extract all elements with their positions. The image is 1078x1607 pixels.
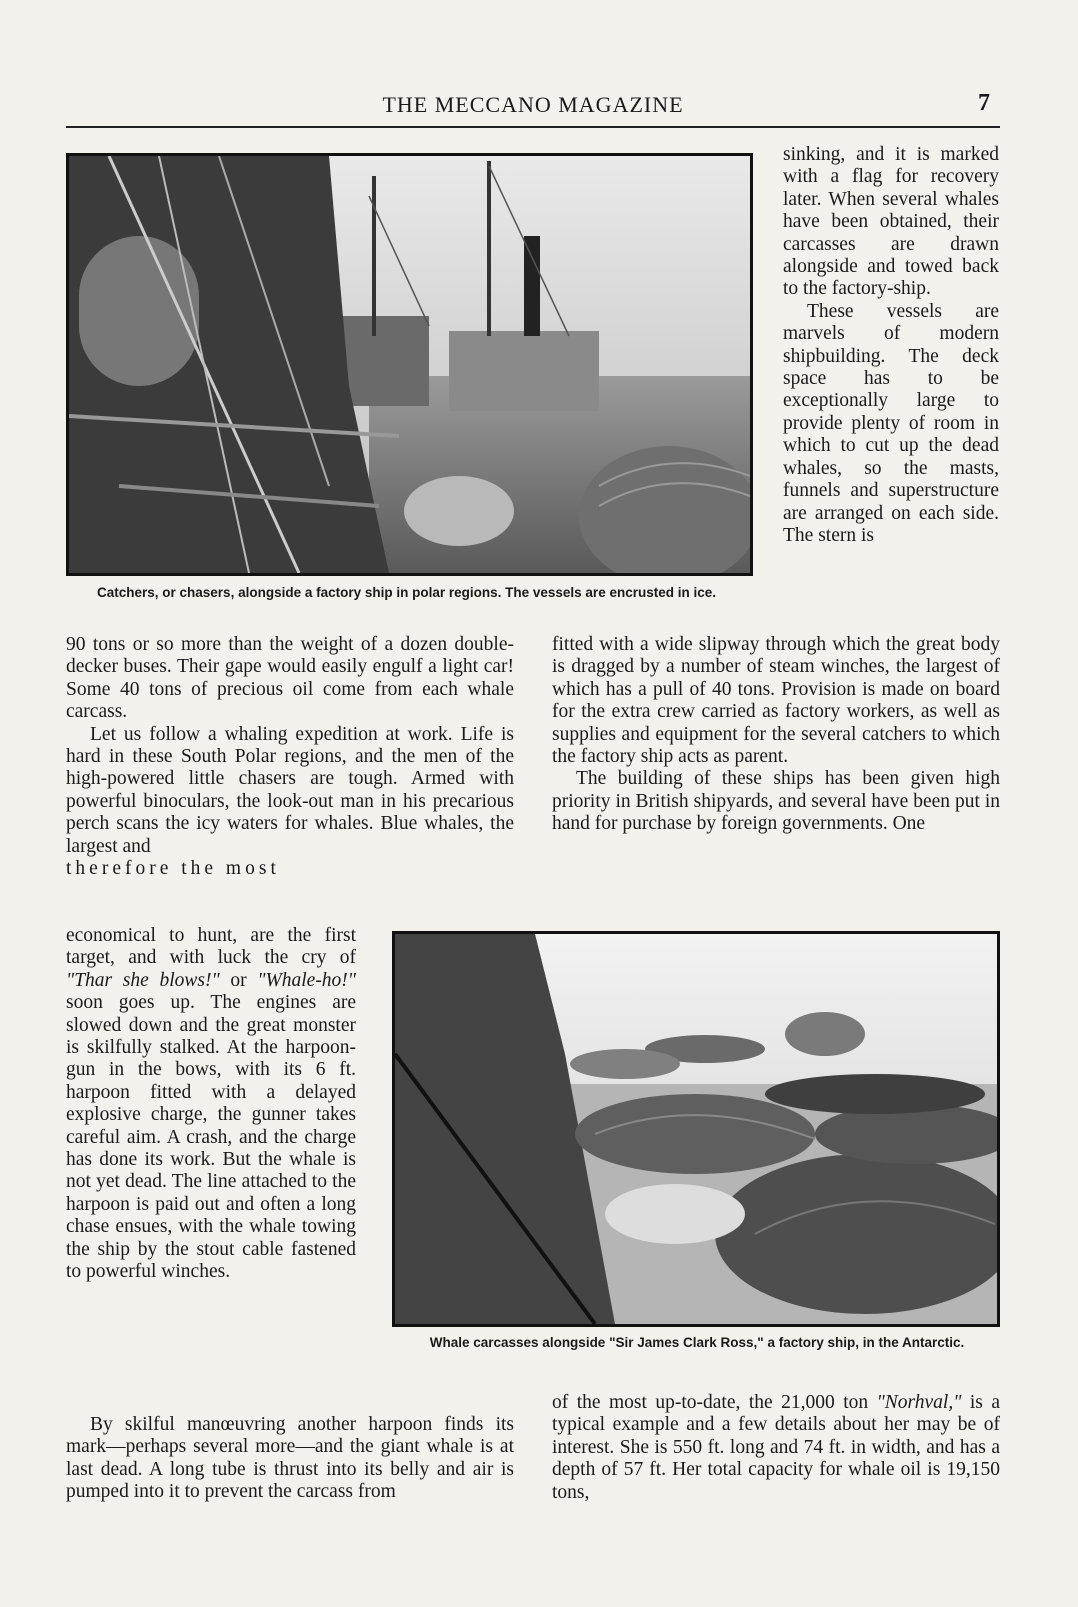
col2-bottom-b: is a typical example and a few details about her may be of interest. She is 550 ft. long and 74 ft. in width, and has a depth of 57 ft. Her total capacity for whale oil is 19,150 tons, [552, 1392, 1000, 1503]
column2-paragraph-1: fitted with a wide slipway through which the great body is dragged by a number of steam winches, the largest of which has a pull of 40 tons. Provision is made on board for the extra crew carried as factory workers, as well as supplies and equipment for the several catchers to which the factory ship acts as parent. [552, 634, 1000, 768]
photo-catchers-alongside-factory-ship [66, 153, 753, 576]
narrow-text-b: soon goes up. The engines are slowed down and the great monster is skilfully stalked. At the harpoon-gun in the bows, with its 6 ft. harpoon fitted with a delayed explosive charge, the gunner takes careful aim. A crash, and the charge has done its work. But the whale is not yet dead. The line attached to the harpoon is paid out and often a long chase ensues, with the whale towing the ship by the stout cable fastened to powerful winches. [66, 992, 356, 1283]
narrow-text-a: economical to hunt, are the first target, and with luck the cry of [66, 925, 356, 969]
photo-whale-carcasses-alongside-factory-ship [392, 931, 1000, 1327]
figure2-caption: Whale carcasses alongside "Sir James Clark Ross," a factory ship, in the Antarctic. [429, 1335, 965, 1350]
column1-narrow-paragraph [66, 925, 356, 1284]
page-number: 7 [978, 90, 990, 116]
narrow-text-or: or [219, 969, 258, 991]
magazine-title: THE MECCANO MAGAZINE [382, 92, 684, 117]
right-top-paragraph-1: sinking, and it is marked with a flag for recovery later. When several whales have been obtained, their carcasses are drawn alongside and towed back to the factory-ship. [783, 144, 999, 300]
column2-upper-text [552, 634, 1000, 836]
column1-upper-text [66, 634, 514, 880]
column2-bottom-text [552, 1392, 1000, 1504]
figure1-caption: Catchers, or chasers, alongside a factory ship in polar regions. The vessels are encrusted in ice. [97, 585, 716, 600]
column1-paragraph-2: Let us follow a whaling expedition at work. Life is hard in these South Polar regions, and the men of the high-powered little chasers are tough. Armed with powerful binoculars, the look-out man in his precarious perch scans the icy waters for whales. Blue whales, the largest and [66, 723, 514, 857]
page-header [66, 88, 1000, 128]
column1-bottom-text [66, 1414, 514, 1504]
ship-name-norhval: "Norhval," [876, 1392, 962, 1413]
column1-paragraph-1: 90 tons or so more than the weight of a dozen double-decker buses. Their gape would easily engulf a light car! Some 40 tons of precious oil come from each whale carcass. [66, 634, 514, 723]
right-top-paragraph-2: These vessels are marvels of modern shipbuilding. The deck space has to be exceptionally large to provide plenty of room in which to cut up the dead whales, so the masts, funnels and superstructure are arranged on each side. The stern is [783, 300, 999, 546]
column1-bottom-paragraph: By skilful manœuvring another harpoon finds its mark—perhaps several more—and the giant whale is at last dead. A long tube is thrust into its belly and air is pumped into it to prevent the carcass from [66, 1414, 514, 1503]
quote-whale-ho: "Whale-ho!" [257, 969, 356, 991]
col2-bottom-a: of the most up-to-date, the 21,000 ton [552, 1392, 877, 1413]
column2-bottom-paragraph [552, 1392, 1000, 1504]
right-top-text [783, 144, 999, 547]
quote-thar-she-blows: "Thar she blows!" [66, 969, 220, 991]
column1-narrow-text [66, 925, 356, 1284]
column1-spaced-line: therefore the most [66, 858, 280, 880]
column2-paragraph-2: The building of these ships has been given high priority in British shipyards, and several have been put in hand for purchase by foreign governments. One [552, 768, 1000, 835]
